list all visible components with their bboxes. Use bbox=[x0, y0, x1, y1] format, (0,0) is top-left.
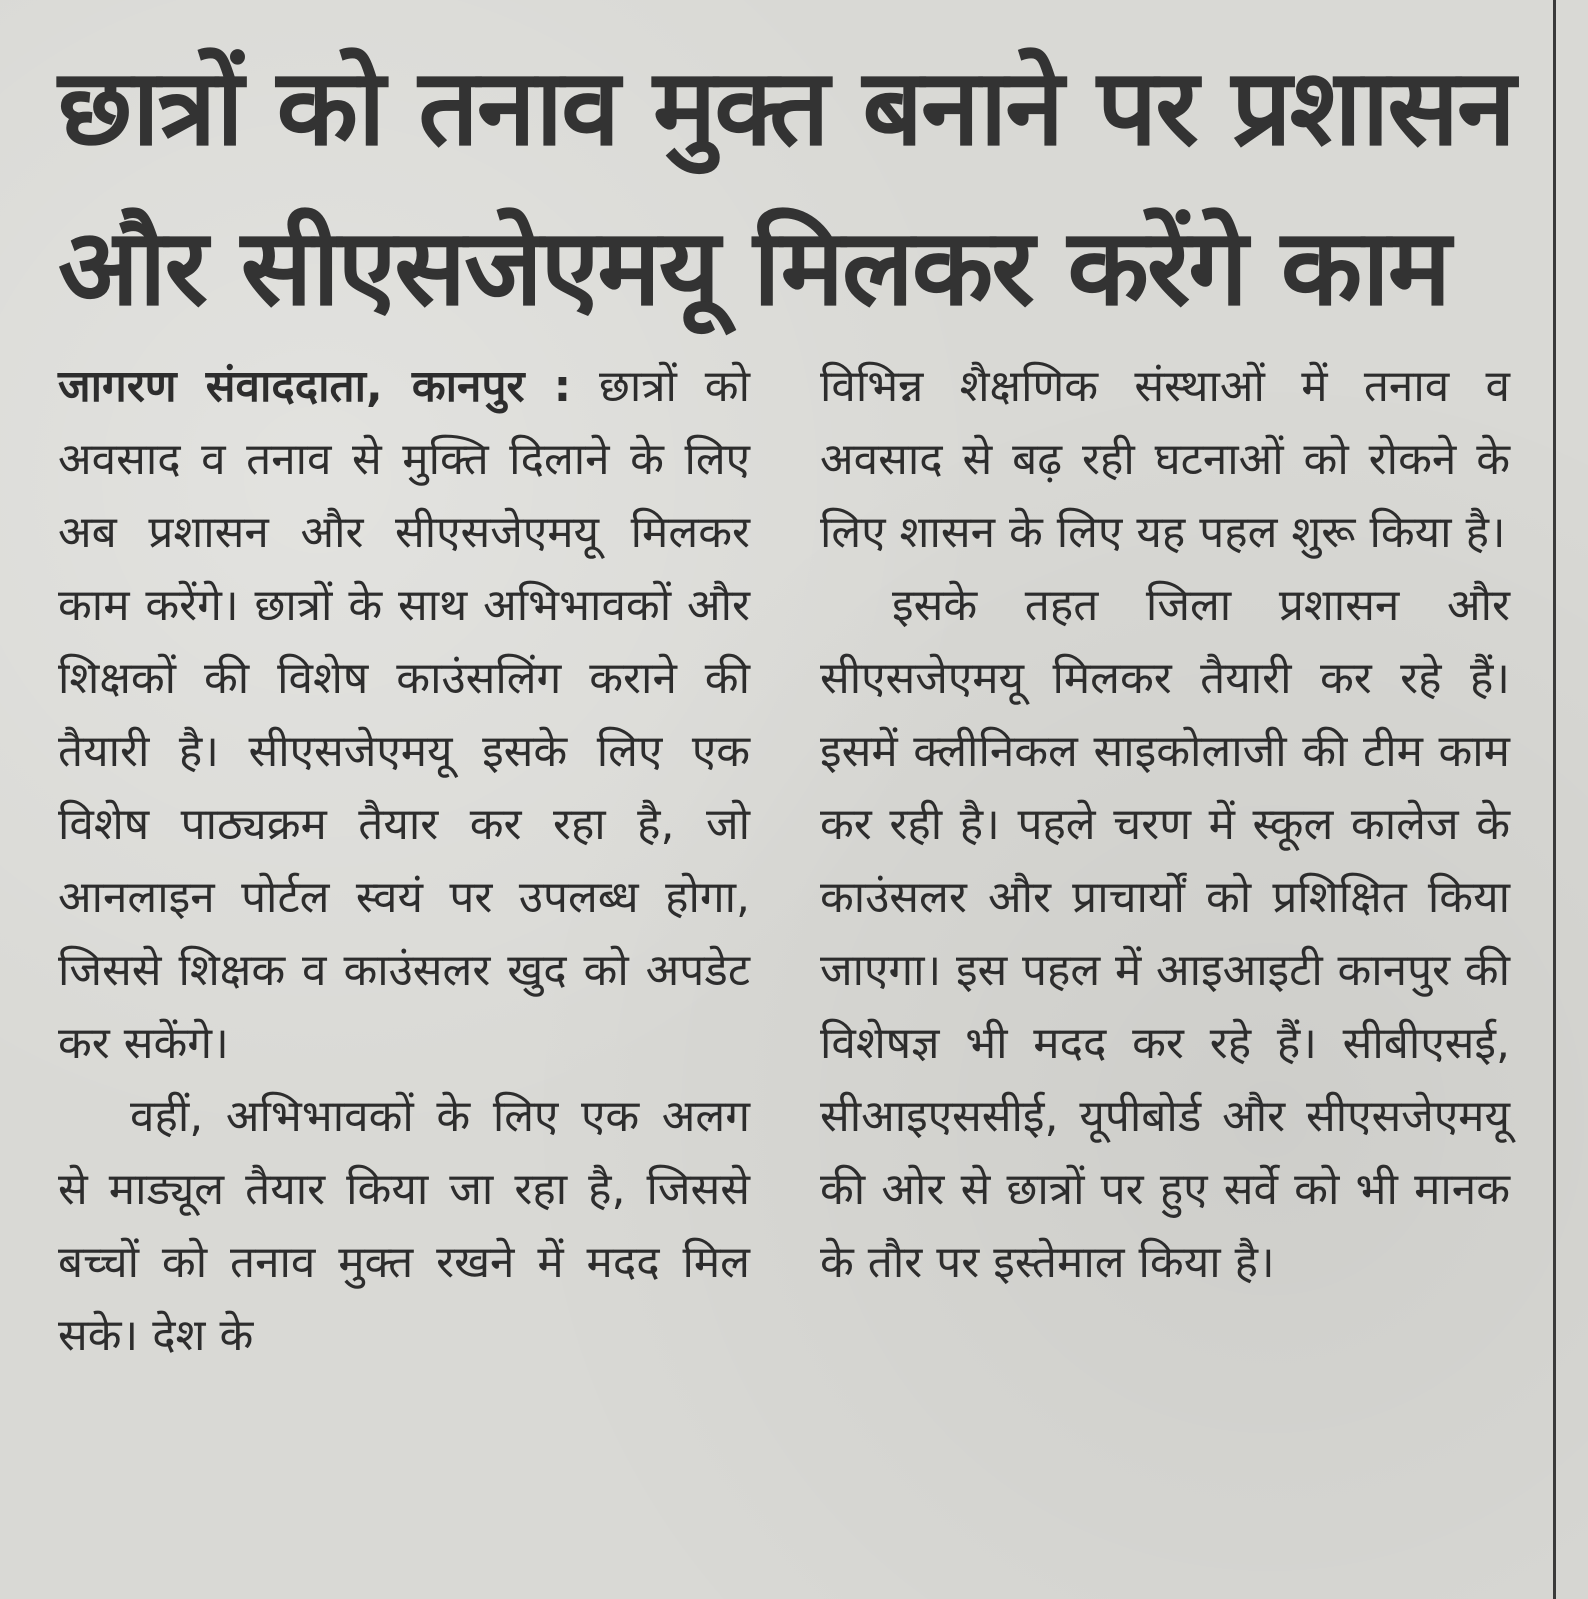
headline-line-2: और सीएसजेएमयू मिलकर करेंगे काम bbox=[58, 206, 1450, 329]
dateline: जागरण संवाददाता, कानपुर : bbox=[58, 361, 572, 412]
article-headline bbox=[58, 28, 1514, 348]
article-column-left bbox=[58, 350, 750, 1372]
article-paragraph-1 bbox=[58, 350, 750, 1080]
article-paragraph-4: इसके तहत जिला प्रशासन और सीएसजेएमयू मिलकर तैयारी कर रहे हैं। इसमें क्लीनिकल साइकोलाजी की टीम काम कर रही है। पहले चरण में स्कूल कालेज के काउंसलर और प्राचार्यों को प्रशिक्षित किया जाएगा। इस पहल में आइआइटी कानपुर की विशेषज्ञ भी मदद कर रहे हैं। सीबीएसई, सीआइएससीई, यूपीबोर्ड और सीएसजेएमयू की ओर से छात्रों पर हुए सर्वे को भी मानक के तौर पर इस्तेमाल किया है। bbox=[820, 580, 1510, 1288]
paragraph-1-text: छात्रों को अवसाद व तनाव से मुक्ति दिलाने के लिए अब प्रशासन और सीएसजेएमयू मिलकर काम करेंगे। छात्रों के साथ अभिभावकों और शिक्षकों की विशेष काउंसलिंग कराने की तैयारी है। सीएसजेएमयू इसके लिए एक विशेष पाठ्यक्रम तैयार कर रहा है, जो आनलाइन पोर्टल स्वयं पर उपलब्ध होगा, जिससे शिक्षक व काउंसलर खुद को अपडेट कर सकेंगे। bbox=[58, 361, 750, 1069]
headline-line-1: छात्रों को तनाव मुक्त बनाने पर प्रशासन bbox=[58, 46, 1514, 169]
article-paragraph-3: विभिन्न शैक्षणिक संस्थाओं में तनाव व अवसाद से बढ़ रही घटनाओं को रोकने के लिए शासन के लिए यह पहल शुरू किया है। bbox=[820, 361, 1510, 558]
article-column-right bbox=[820, 350, 1510, 1299]
article-paragraph-2: वहीं, अभिभावकों के लिए एक अलग से माड्यूल तैयार किया जा रहा है, जिससे बच्चों को तनाव मुक्त रखने में मदद मिल सके। देश के bbox=[58, 1091, 750, 1361]
column-rule bbox=[1553, 0, 1556, 1599]
